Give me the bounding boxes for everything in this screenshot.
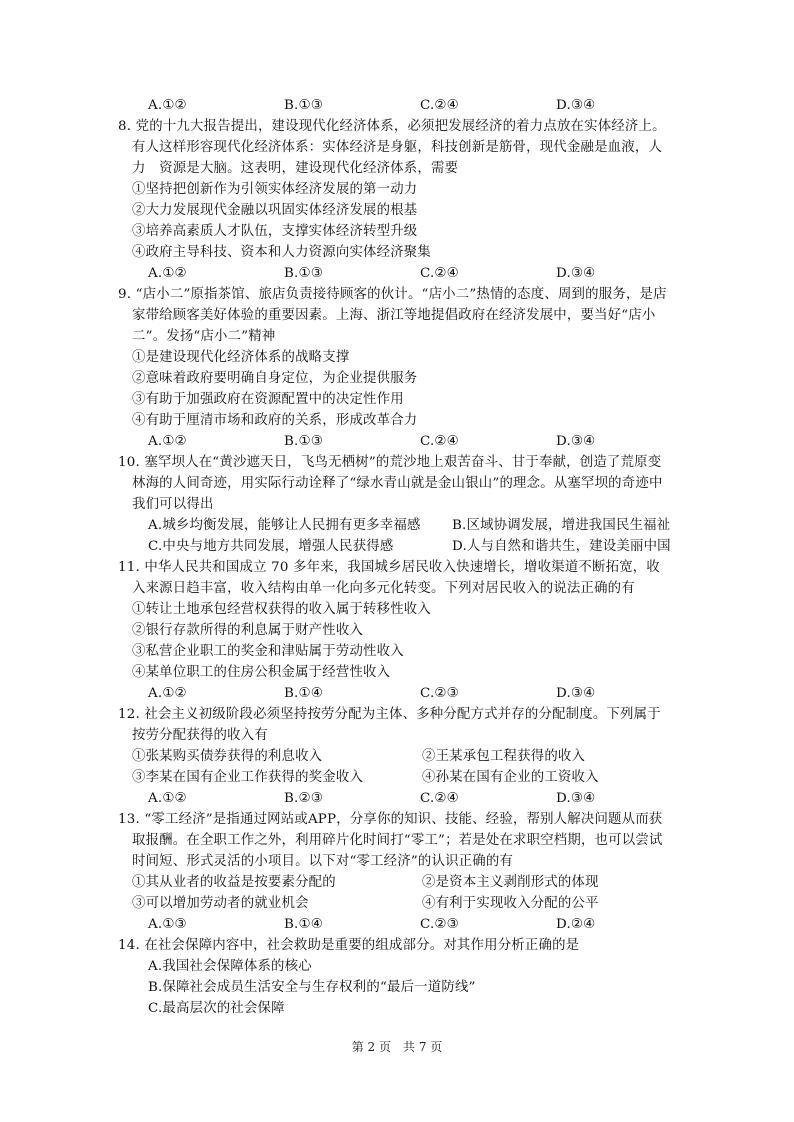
q9-option-1: ①是建设现代化经济体系的战略支撑 xyxy=(132,350,350,365)
choice-a: A.①② xyxy=(148,266,187,281)
question-10 xyxy=(118,452,692,557)
choice-b: B.①③ xyxy=(284,266,323,281)
choice-b: B.保障社会成员生活安全与生存权利的“最后一道防线” xyxy=(148,980,476,995)
choice-d: D.人与自然和谐共生，建设美丽中国 xyxy=(452,539,671,554)
question-14 xyxy=(118,935,692,1019)
q11-choices xyxy=(118,683,692,704)
q9-option-4: ④有助于厘清市场和政府的关系，形成改革合力 xyxy=(132,413,418,428)
choice-b: B.①④ xyxy=(284,686,323,701)
choice-c: C.②③ xyxy=(420,917,459,932)
choice-b: B.区域协调发展，增进我国民生福祉 xyxy=(452,518,671,533)
choice-a: A.①② xyxy=(148,434,187,449)
q7-choices xyxy=(118,95,692,116)
question-13 xyxy=(118,809,692,935)
q11-option-3: ③私营企业职工的奖金和津贴属于劳动性收入 xyxy=(132,644,404,659)
q12-option-1: ①张某购买债券获得的利息收入 xyxy=(132,749,323,764)
q12-line-1: 12. 社会主义初级阶段必须坚持按劳分配为主体、多种分配方式并存的分配制度。下列属于 xyxy=(118,707,661,722)
question-11 xyxy=(118,557,692,704)
q10-choices-row-1 xyxy=(118,515,692,536)
q11-line-1: 11. 中华人民共和国成立 70 多年来，我国城乡居民收入快速增长，增收渠道不断拓宽，收 xyxy=(118,560,660,575)
choice-a: A.我国社会保障体系的核心 xyxy=(148,959,312,974)
q12-line-2: 按劳分配获得的收入有 xyxy=(132,728,268,743)
q14-line-1: 14. 在社会保障内容中，社会救助是重要的组成部分。对其作用分析正确的是 xyxy=(118,938,580,953)
q13-line-2: 取报酬。在全职工作之外，利用碎片化时间打“零工”；若是处在求职空档期，也可以尝试 xyxy=(132,833,663,848)
q10-choices-row-2 xyxy=(118,536,692,557)
q9-line-2: 家带给顾客美好体验的重要因素。上海、浙江等地提倡政府在经济发展中，要当好“店小 xyxy=(132,308,656,323)
page-content xyxy=(118,95,692,1019)
q10-line-2: 林海的人间奇迹，用实际行动诠释了“绿水青山就是金山银山”的理念。从塞罕坝的奇迹中 xyxy=(132,476,663,491)
choice-d: D.③④ xyxy=(556,686,596,701)
choice-a: A.①② xyxy=(148,686,187,701)
choice-c: C.②④ xyxy=(420,266,459,281)
q13-option-3: ③可以增加劳动者的就业机会 xyxy=(132,896,309,911)
q12-options-row-2 xyxy=(118,767,692,788)
choice-d: D.③④ xyxy=(556,434,596,449)
choice-a: A.①② xyxy=(148,98,187,113)
q11-line-2: 入来源日趋丰富，收入结构由单一化向多元化转变。下列对居民收入的说法正确的有 xyxy=(132,581,635,596)
q9-option-2: ②意味着政府要明确自身定位，为企业提供服务 xyxy=(132,371,418,386)
q13-option-2: ②是资本主义剥削形式的体现 xyxy=(422,875,599,890)
choice-c: C.最高层次的社会保障 xyxy=(148,1001,285,1016)
question-12 xyxy=(118,704,692,809)
question-8 xyxy=(118,116,692,284)
q9-line-3: 二”。发扬“店小二”精神 xyxy=(132,329,276,344)
q13-choices xyxy=(118,914,692,935)
q13-line-1: 13. “零工经济”是指通过网站或APP，分享你的知识、技能、经验，帮别人解决问题从而获 xyxy=(118,812,663,827)
q13-option-4: ④有利于实现收入分配的公平 xyxy=(422,896,599,911)
q12-option-3: ③李某在国有企业工作获得的奖金收入 xyxy=(132,770,364,785)
choice-b: B.①④ xyxy=(284,917,323,932)
q12-option-4: ④孙某在国有企业的工资收入 xyxy=(422,770,599,785)
q8-line-1: 8. 党的十九大报告提出，建设现代化经济体系，必须把发展经济的着力点放在实体经济上。 xyxy=(118,119,666,134)
q12-choices xyxy=(118,788,692,809)
choice-d: D.③④ xyxy=(556,266,596,281)
q8-choices xyxy=(118,263,692,284)
choice-c: C.②④ xyxy=(420,98,459,113)
q13-options-row-2 xyxy=(118,893,692,914)
q9-line-1: 9. “店小二”原指茶馆、旅店负责接待顾客的伙计。“店小二”热情的态度、周到的服务，是店 xyxy=(118,287,667,302)
choice-b: B.①③ xyxy=(284,98,323,113)
choice-d: D.③④ xyxy=(556,791,596,806)
choice-a: A.城乡均衡发展，能够让人民拥有更多幸福感 xyxy=(148,518,421,533)
choice-c: C.②④ xyxy=(420,434,459,449)
q9-option-3: ③有助于加强政府在资源配置中的决定性作用 xyxy=(132,392,404,407)
choice-c: C.②④ xyxy=(420,791,459,806)
q13-options-row-1 xyxy=(118,872,692,893)
q11-option-1: ①转让土地承包经营权获得的收入属于转移性收入 xyxy=(132,602,431,617)
q8-option-4: ④政府主导科技、资本和人力资源向实体经济聚集 xyxy=(132,245,431,260)
choice-b: B.②③ xyxy=(284,791,323,806)
choice-d: D.②④ xyxy=(556,917,596,932)
choice-a: A.①② xyxy=(148,791,187,806)
q10-line-3: 我们可以得出 xyxy=(132,497,214,512)
q8-option-1: ①坚持把创新作为引领实体经济发展的第一动力 xyxy=(132,182,418,197)
choice-c: C.②③ xyxy=(420,686,459,701)
q11-option-2: ②银行存款所得的利息属于财产性收入 xyxy=(132,623,364,638)
q8-line-2: 有人这样形容现代化经济体系：实体经济是身躯，科技创新是筋骨，现代金融是血液，人 xyxy=(132,140,663,155)
q13-line-3: 时间短、形式灵活的小项目。以下对“零工经济”的认识正确的有 xyxy=(132,854,514,869)
choice-d: D.③④ xyxy=(556,98,596,113)
q10-line-1: 10. 塞罕坝人在“黄沙遮天日，飞鸟无栖树”的荒沙地上艰苦奋斗、甘于奉献，创造了荒原变 xyxy=(118,455,662,470)
page-footer: 第 2 页 共 7 页 xyxy=(351,1040,443,1054)
q12-options-row-1 xyxy=(118,746,692,767)
q8-option-3: ③培养高素质人才队伍，支撑实体经济转型升级 xyxy=(132,224,418,239)
q12-option-2: ②王某承包工程获得的收入 xyxy=(422,749,586,764)
choice-a: A.①③ xyxy=(148,917,187,932)
q13-option-1: ①其从业者的收益是按要素分配的 xyxy=(132,875,336,890)
q11-option-4: ④某单位职工的住房公积金属于经营性收入 xyxy=(132,665,391,680)
q8-line-3: 力 资源是大脑。这表明，建设现代化经济体系，需要 xyxy=(132,161,459,176)
choice-c: C.中央与地方共同发展，增强人民获得感 xyxy=(148,539,394,554)
q8-option-2: ②大力发展现代金融以巩固实体经济发展的根基 xyxy=(132,203,418,218)
question-9 xyxy=(118,284,692,452)
choice-b: B.①③ xyxy=(284,434,323,449)
q9-choices xyxy=(118,431,692,452)
